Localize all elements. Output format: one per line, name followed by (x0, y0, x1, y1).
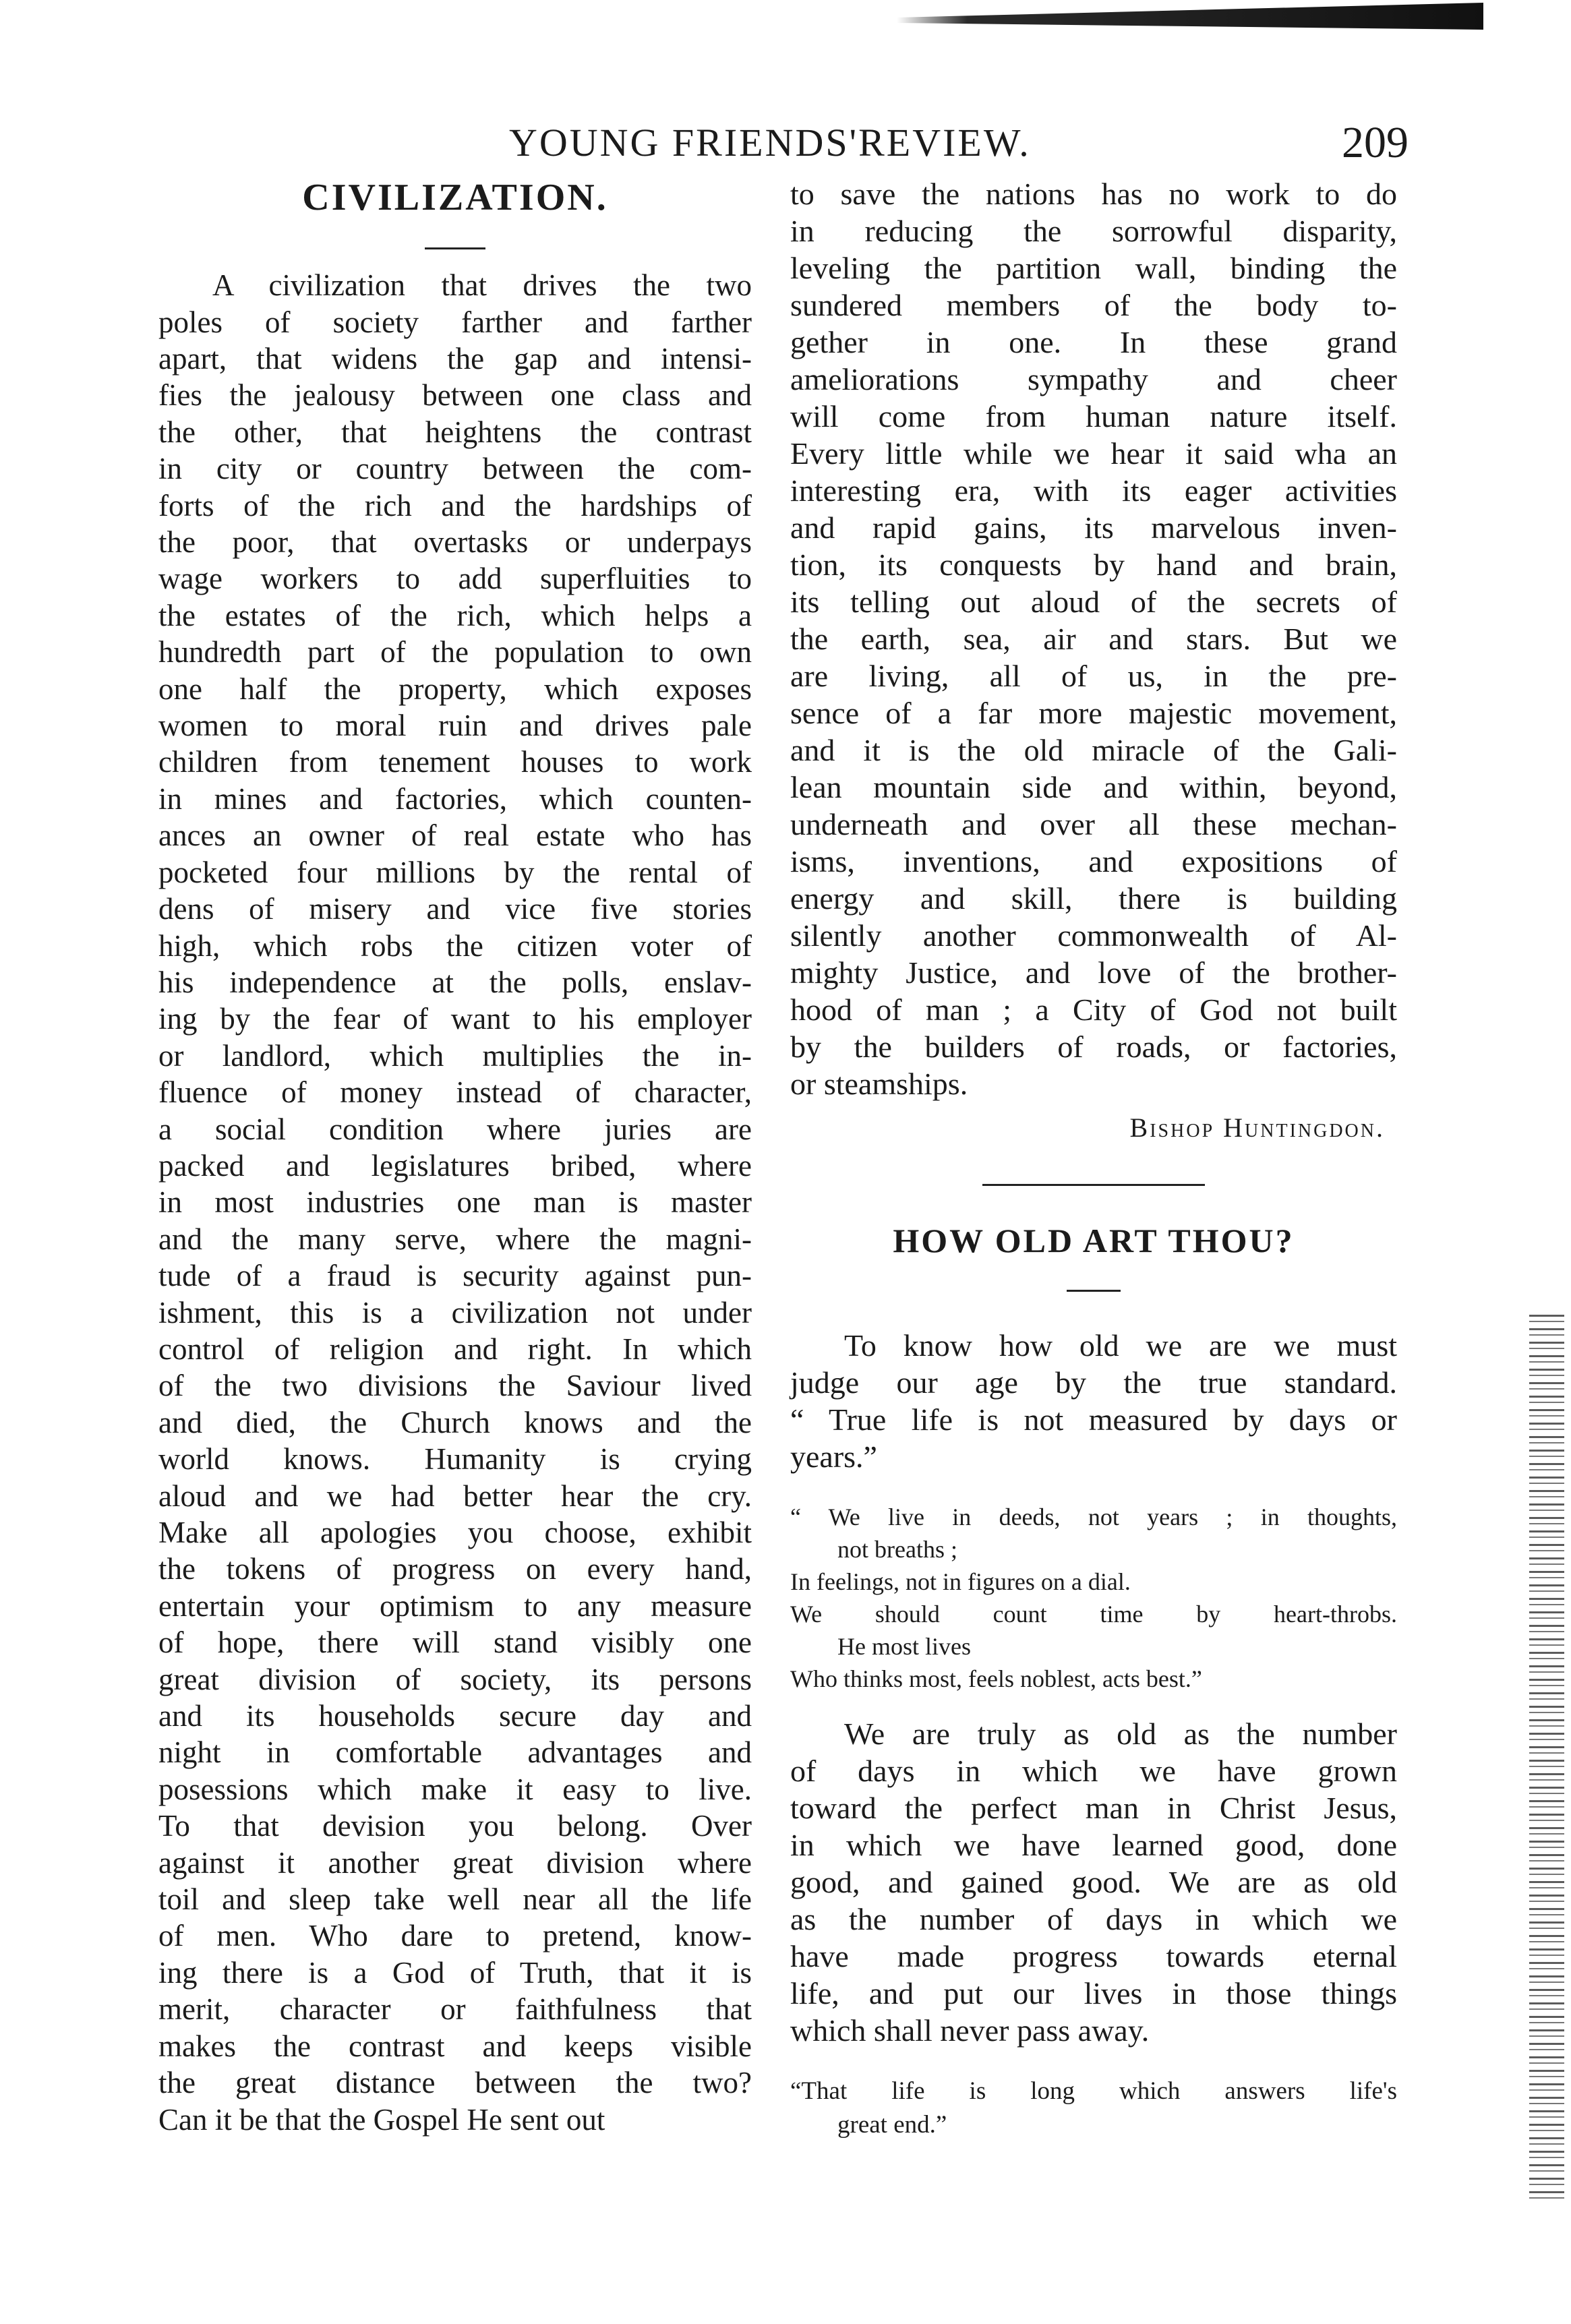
text-line: ances an owner of real estate who has (158, 818, 752, 853)
text-line: the tokens of progress on every hand, (158, 1552, 752, 1586)
text-line: merit, character or faithfulness that (158, 1992, 752, 2027)
text-line: A civilization that drives the two (212, 268, 752, 303)
text-line: of the two divisions the Saviour lived (158, 1369, 752, 1403)
how-old-intro (790, 1327, 1397, 1475)
text-line: makes the contrast and keeps visible (158, 2029, 752, 2063)
text-line: in city or country between the com- (158, 452, 752, 486)
title-rule (425, 247, 485, 249)
text-line: great division of society, its persons (158, 1662, 752, 1696)
text-line: in reducing the sorrowful disparity, (790, 214, 1397, 248)
scan-artifact-top (897, 3, 1483, 30)
text-line: women to moral ruin and drives pale (158, 709, 752, 743)
text-line: leveling the partition wall, binding the (790, 251, 1397, 285)
text-line: Can it be that the Gospel He sent out (158, 2102, 605, 2137)
verse-line: great end.” (837, 2111, 947, 2139)
text-line: children from tenement houses to work (158, 745, 752, 779)
text-line: a social condition where juries are (158, 1112, 752, 1146)
text-line: fluence of money instead of character, (158, 1075, 752, 1110)
verse-line: He most lives (837, 1633, 971, 1660)
text-line: have made progress towards eternal (790, 1939, 1397, 1973)
text-line: toward the perfect man in Christ Jesus, (790, 1791, 1397, 1825)
running-header (0, 120, 1571, 181)
text-line: Every little while we hear it said wha an (790, 436, 1397, 471)
text-line: posessions which make it easy to live. (158, 1772, 752, 1806)
text-line: ing by the fear of want to his employer (158, 1002, 752, 1036)
text-line: mighty Justice, and love of the brother- (790, 955, 1397, 990)
verse-line: Who thinks most, feels noblest, acts best.” (790, 1665, 1202, 1692)
text-line: in most industries one man is master (158, 1185, 752, 1220)
text-line: underneath and over all these mechan- (790, 807, 1397, 841)
section-divider (982, 1184, 1205, 1186)
text-line: isms, inventions, and expositions of (790, 844, 1397, 878)
text-line: silently another commonwealth of Al- (790, 918, 1397, 953)
text-line: the poor, that overtasks or underpays (158, 525, 752, 560)
text-line: packed and legislatures bribed, where (158, 1148, 752, 1183)
text-line: lean mountain side and within, beyond, (790, 770, 1397, 804)
text-line: aloud and we had better hear the cry. (158, 1479, 752, 1513)
text-line: to save the nations has no work to do (790, 177, 1397, 211)
text-line: and rapid gains, its marvelous inven- (790, 510, 1397, 545)
text-line: of hope, there will stand visibly one (158, 1626, 752, 1660)
verse-line: In feelings, not in figures on a dial. (790, 1568, 1131, 1595)
text-line: tion, its conquests by hand and brain, (790, 547, 1397, 582)
scan-artifact-right (1529, 1315, 1564, 2205)
text-line: world knows. Humanity is crying (158, 1442, 752, 1477)
text-line: will come from human nature itself. (790, 399, 1397, 434)
text-line: his independence at the polls, enslav- (158, 965, 752, 999)
text-line: the great distance between the two? (158, 2066, 752, 2100)
text-line: as the number of days in which we (790, 1902, 1397, 1936)
text-line: life, and put our lives in those things (790, 1976, 1397, 2010)
how-old-body (790, 1715, 1397, 2049)
closing-quotation (790, 2075, 1397, 2142)
text-line: the estates of the rich, which helps a (158, 598, 752, 632)
text-line: of men. Who dare to pretend, know- (158, 1919, 752, 1953)
text-line: forts of the rich and the hardships of (158, 488, 752, 523)
text-line: sundered members of the body to- (790, 288, 1397, 322)
text-line: fies the jealousy between one class and (158, 378, 752, 413)
text-line: apart, that widens the gap and intensi- (158, 342, 752, 376)
title-rule (1067, 1290, 1121, 1292)
text-line: entertain your optimism to any measure (158, 1588, 752, 1623)
verse-line: not breaths ; (837, 1536, 957, 1563)
article-attribution: Bishop Huntingdon. (1129, 1112, 1385, 1143)
text-line: and died, the Church knows and the (158, 1405, 752, 1439)
civilization-body-right (790, 175, 1397, 1102)
text-line: the other, that heightens the contrast (158, 415, 752, 449)
text-line: interesting era, with its eager activities (790, 473, 1397, 508)
article-title-how-old: HOW OLD ART THOU? (893, 1222, 1295, 1259)
left-column (158, 175, 752, 2138)
text-line: ameliorations sympathy and cheer (790, 362, 1397, 396)
poem-quotation (790, 1501, 1397, 1695)
text-line: or steamships. (790, 1067, 968, 1101)
text-line: against it another great division where (158, 1845, 752, 1880)
text-line: Make all apologies you choose, exhibit (158, 1516, 752, 1549)
text-line: its telling out aloud of the secrets of (790, 585, 1397, 619)
text-line: which shall never pass away. (790, 2013, 1150, 2048)
text-line: night in comfortable advantages and (158, 1735, 752, 1770)
text-line: hundredth part of the population to own (158, 635, 752, 669)
text-line: To know how old we are we must (844, 1328, 1397, 1363)
text-line: and the many serve, where the magni- (158, 1222, 752, 1256)
text-line: poles of society farther and farther (158, 305, 752, 339)
text-line: years.” (790, 1439, 877, 1474)
verse-line: We should count time by heart-throbs. (790, 1601, 1397, 1628)
text-line: gether in one. In these grand (790, 325, 1397, 359)
text-line: the earth, sea, air and stars. But we (790, 622, 1397, 656)
text-line: pocketed four millions by the rental of (158, 855, 752, 889)
text-line: To that devision you belong. Over (158, 1809, 752, 1843)
text-line: of days in which we have grown (790, 1754, 1397, 1788)
text-line: judge our age by the true standard. (790, 1365, 1397, 1400)
text-line: or landlord, which multiplies the in- (158, 1038, 752, 1073)
text-line: “ True life is not measured by days or (790, 1402, 1397, 1437)
text-line: ing there is a God of Truth, that it is (158, 1955, 752, 1990)
journal-title: YOUNG FRIENDS'REVIEW. (509, 121, 1031, 165)
civilization-body-left (158, 267, 752, 2138)
text-line: one half the property, which exposes (158, 672, 752, 706)
text-line: in which we have learned good, done (790, 1828, 1397, 1862)
text-line: hood of man ; a City of God not built (790, 992, 1397, 1027)
article-title-civilization: CIVILIZATION. (302, 177, 608, 218)
text-line: and it is the old miracle of the Gali- (790, 733, 1397, 767)
text-line: dens of misery and vice five stories (158, 892, 752, 926)
text-line: energy and skill, there is building (790, 881, 1397, 916)
right-column (790, 175, 1397, 2162)
text-line: sence of a far more majestic movement, (790, 696, 1397, 730)
text-line: are living, all of us, in the pre- (790, 659, 1397, 693)
verse-line: “That life is long which answers life's (790, 2077, 1397, 2105)
text-line: high, which robs the citizen voter of (158, 928, 752, 963)
text-line: ishment, this is a civilization not under (158, 1295, 752, 1330)
text-line: We are truly as old as the number (844, 1717, 1397, 1751)
text-line: tude of a fraud is security against pun- (158, 1259, 752, 1293)
text-line: in mines and factories, which counten- (158, 781, 752, 816)
text-line: good, and gained good. We are as old (790, 1865, 1397, 1899)
text-line: by the builders of roads, or factories, (790, 1030, 1397, 1064)
page-number: 209 (1342, 118, 1409, 167)
text-line: control of religion and right. In which (158, 1332, 752, 1366)
text-line: and its households secure day and (158, 1699, 752, 1733)
text-line: toil and sleep take well near all the life (158, 1882, 752, 1917)
verse-line: “ We live in deeds, not years ; in thoughts, (790, 1503, 1397, 1530)
text-line: wage workers to add superfluities to (158, 562, 752, 596)
